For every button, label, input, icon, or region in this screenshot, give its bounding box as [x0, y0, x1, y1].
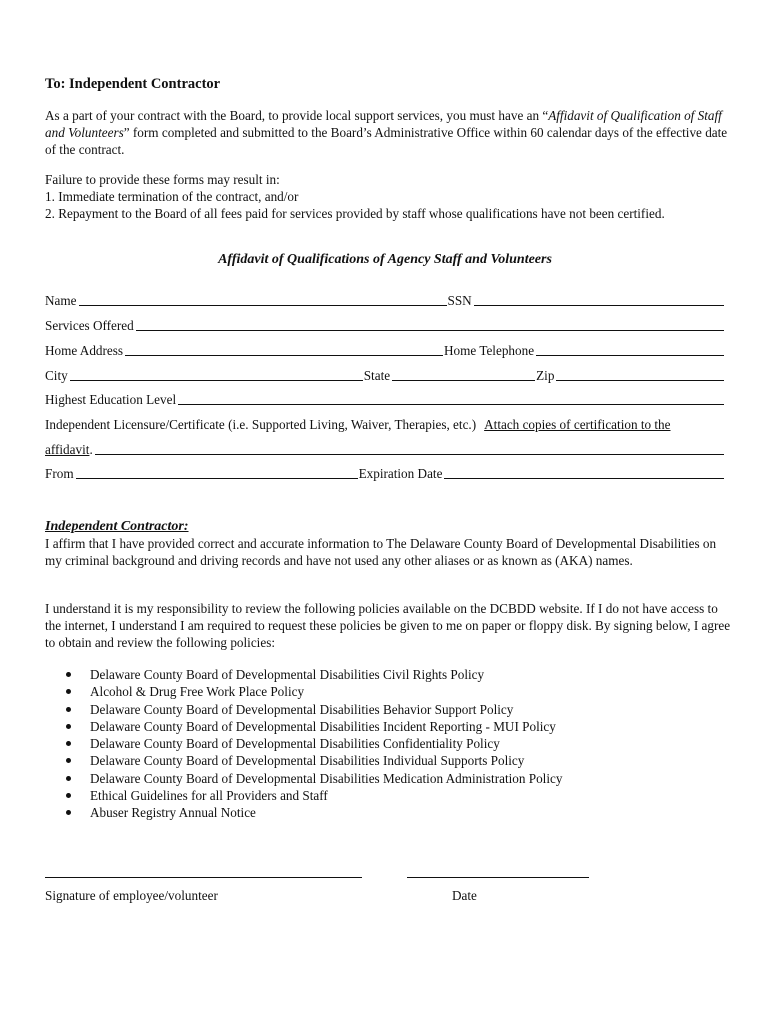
services-offered-field[interactable]: [136, 318, 724, 331]
row-services: [45, 316, 725, 334]
name-label: Name: [45, 293, 77, 308]
contractor-heading: Independent Contractor:: [45, 519, 189, 534]
policy-text: Delaware County Board of Developmental Disabilities Behavior Support Policy: [90, 701, 514, 717]
affidavit-label: [45, 441, 93, 458]
date-field[interactable]: [407, 877, 589, 878]
home-telephone-field[interactable]: [536, 343, 724, 356]
city-field[interactable]: [70, 368, 363, 381]
failure-intro: Failure to provide these forms may result in:: [45, 172, 280, 187]
policy-text: Delaware County Board of Developmental Disabilities Incident Reporting - MUI Policy: [90, 718, 556, 734]
home-address-label: Home Address: [45, 343, 124, 358]
ssn-field[interactable]: [474, 293, 724, 306]
policy-text: Abuser Registry Annual Notice: [90, 805, 256, 821]
policy-item: [64, 683, 562, 700]
failure-block: [45, 171, 735, 222]
policy-item: [64, 666, 562, 683]
services-offered-label: Services Offered: [45, 318, 134, 333]
policy-list: [64, 666, 562, 822]
date-label: Date: [452, 888, 477, 903]
bullet-icon: [66, 707, 71, 712]
home-telephone-label: Home Telephone: [444, 343, 535, 358]
bullet-icon: [66, 810, 71, 815]
licensure-label: Independent Licensure/Certificate (i.e. Supported Living, Waiver, Therapies, etc.): [45, 417, 477, 432]
affirm-paragraph: I affirm that I have provided correct and accurate information to The Delaware County Board of Developmental Disabilities on my criminal background and driving records and have not used any other aliases or as known as (AKA) names.: [45, 536, 717, 568]
state-label: State: [363, 368, 391, 383]
understand-paragraph: I understand it is my responsibility to review the following policies available on the DCBDD website. If I do not have access to the internet, I understand I am required to request these policies be given to me on paper or floppy disk. By signing below, I agree to obtain and review the following policies:: [45, 601, 731, 650]
highest-education-field[interactable]: [178, 392, 724, 405]
licensure-field[interactable]: [95, 442, 724, 455]
policy-item: [64, 804, 562, 821]
row-dates: [45, 464, 725, 482]
ssn-label: SSN: [447, 293, 472, 308]
failure-item-2: 2. Repayment to the Board of all fees paid for services provided by staff whose qualifications have not been certified.: [45, 206, 665, 221]
page-heading: To: Independent Contractor: [45, 76, 221, 92]
affidavit-period: .: [89, 442, 93, 457]
row-city-state-zip: [45, 366, 725, 384]
zip-label: Zip: [536, 368, 555, 383]
policy-text: Alcohol & Drug Free Work Place Policy: [90, 684, 305, 700]
policy-text: Delaware County Board of Developmental Disabilities Confidentiality Policy: [90, 736, 500, 752]
policy-text: Delaware County Board of Developmental Disabilities Individual Supports Policy: [90, 753, 525, 769]
intro-form-name: Affidavit of Qualification of Staff and Volunteers: [45, 108, 722, 140]
bullet-icon: [66, 776, 71, 781]
bullet-icon: [66, 672, 71, 677]
licensure-attach-note: [484, 416, 670, 433]
policy-item: [64, 701, 562, 718]
licensure-attach-text: Attach copies of certification to the: [484, 417, 671, 432]
bullet-icon: [66, 758, 71, 763]
signature-label: Signature of employee/volunteer: [45, 888, 218, 903]
row-name-ssn: [45, 291, 725, 309]
policy-text: Delaware County Board of Developmental Disabilities Civil Rights Policy: [90, 667, 485, 682]
bullet-icon: [66, 741, 71, 746]
from-label: From: [45, 466, 74, 481]
policy-item: [64, 770, 562, 787]
row-licensure: [45, 415, 725, 433]
city-label: City: [45, 368, 68, 383]
row-affidavit: [45, 440, 725, 458]
policy-item: [64, 718, 562, 735]
bullet-icon: [66, 724, 71, 729]
form-title: Affidavit of Qualifications of Agency Staff and Volunteers: [218, 252, 552, 267]
policy-text: Ethical Guidelines for all Providers and Staff: [90, 788, 328, 804]
expiration-date-field[interactable]: [444, 466, 724, 479]
intro-text-after: ” form completed and submitted to the Board’s Administrative Office within 60 calendar days of the effective date of the contract.: [45, 125, 728, 157]
bullet-icon: [66, 689, 71, 694]
highest-education-label: Highest Education Level: [45, 392, 177, 407]
zip-field[interactable]: [556, 368, 724, 381]
policy-text: Delaware County Board of Developmental Disabilities Medication Administration Policy: [90, 770, 563, 786]
from-field[interactable]: [76, 466, 358, 479]
expiration-date-label: Expiration Date: [358, 466, 443, 481]
name-field[interactable]: [79, 293, 447, 306]
home-address-field[interactable]: [125, 343, 443, 356]
affidavit-word: affidavit: [45, 442, 90, 457]
row-education: [45, 390, 725, 408]
signature-field[interactable]: [45, 877, 362, 878]
failure-item-1: 1. Immediate termination of the contract, and/or: [45, 189, 299, 204]
intro-paragraph: [45, 107, 735, 158]
bullet-icon: [66, 793, 71, 798]
row-address-phone: [45, 341, 725, 359]
state-field[interactable]: [392, 368, 535, 381]
policy-item: [64, 735, 562, 752]
policy-item: [64, 787, 562, 804]
intro-text-before: As a part of your contract with the Board, to provide local support services, you must have an “: [45, 108, 549, 123]
policy-item: [64, 752, 562, 769]
